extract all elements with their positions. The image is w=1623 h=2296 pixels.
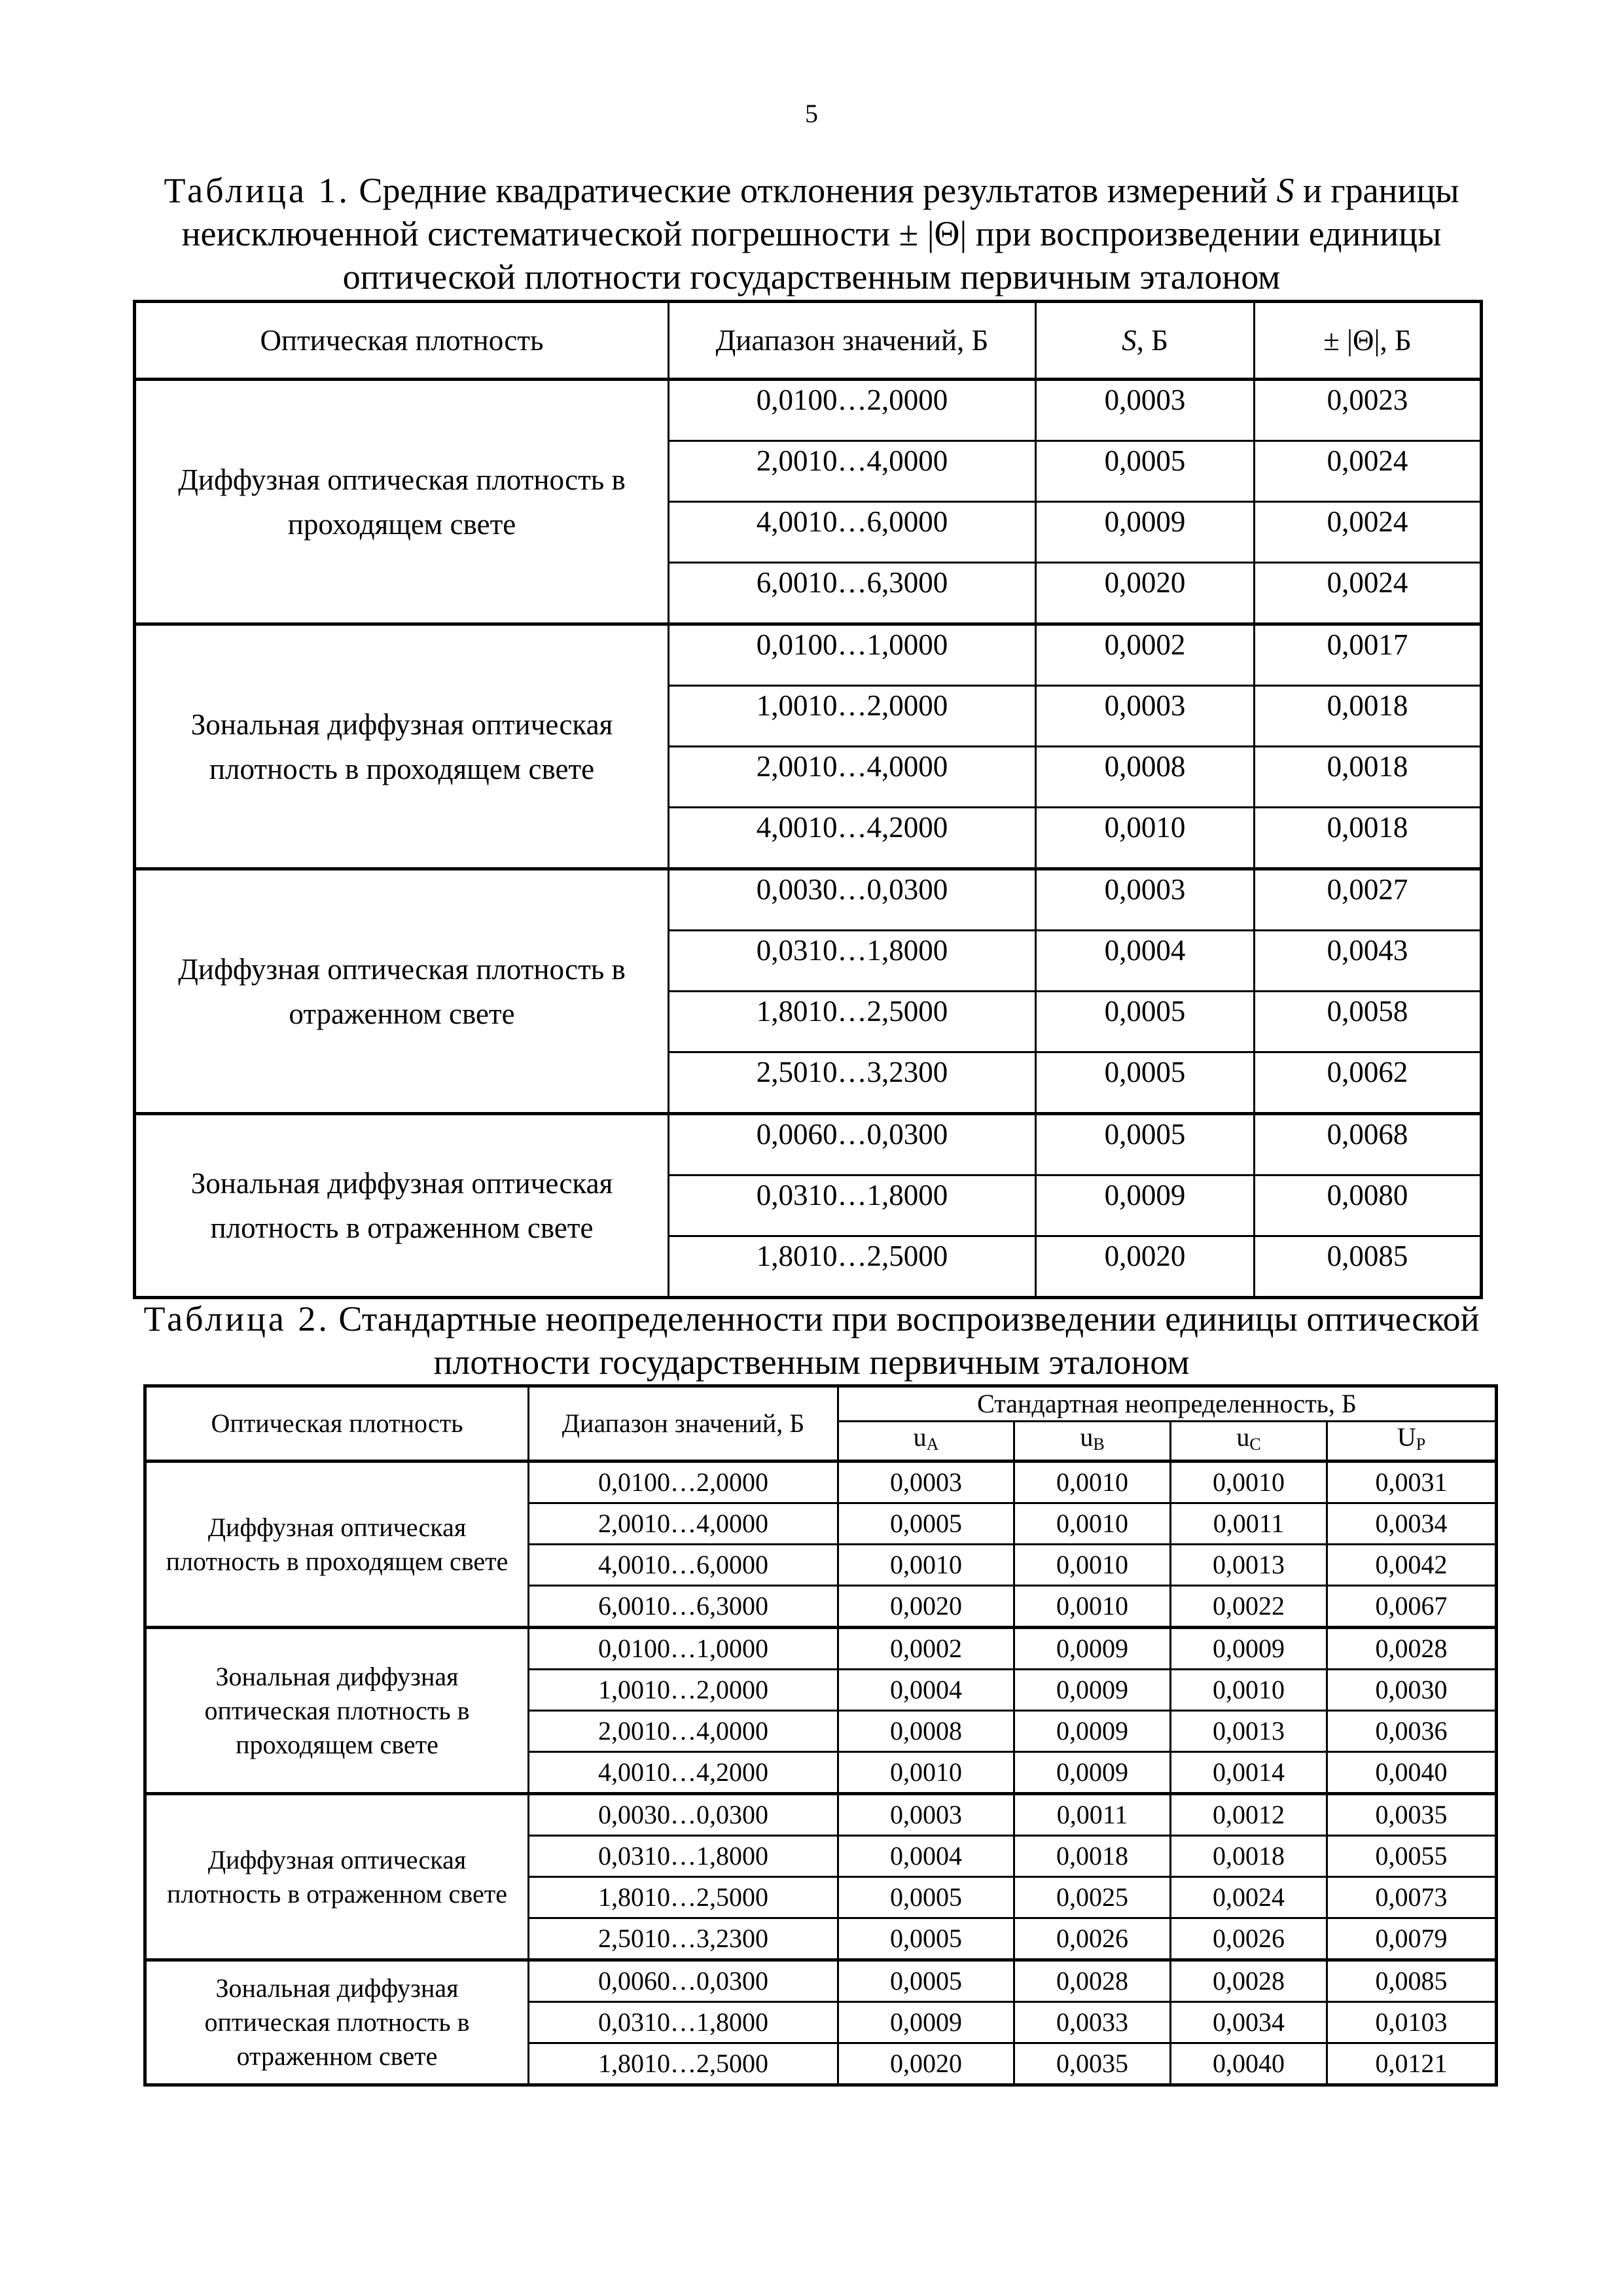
- range-cell: 1,0010…2,0000: [529, 1670, 838, 1711]
- group-label: Зональная диффузная оптическая плотность в отраженном свете: [145, 1960, 529, 2085]
- value-cell: 0,0030: [1327, 1670, 1497, 1711]
- value-cell: 0,0017: [1255, 624, 1482, 686]
- value-cell: 0,0008: [838, 1711, 1014, 1752]
- value-cell: 0,0055: [1327, 1836, 1497, 1877]
- table2-header-up: [1327, 1422, 1497, 1462]
- value-cell: 0,0028: [1327, 1628, 1497, 1670]
- table2-header-uc: [1171, 1422, 1327, 1462]
- page-number: 5: [805, 99, 818, 128]
- table2-header-standard-uncertainty: Стандартная неопределенность, Б: [838, 1386, 1497, 1422]
- value-cell: 0,0011: [1171, 1503, 1327, 1545]
- value-cell: 0,0080: [1255, 1175, 1482, 1236]
- range-cell: 4,0010…6,0000: [669, 502, 1036, 563]
- table2-header-range: Диапазон значений, Б: [529, 1386, 838, 1462]
- value-cell: 0,0018: [1014, 1836, 1171, 1877]
- value-cell: 0,0068: [1255, 1114, 1482, 1175]
- table1-header-s: [1036, 302, 1255, 380]
- group-label: Зональная диффузная оптическая плотность в отраженном свете: [135, 1114, 669, 1298]
- value-cell: 0,0043: [1255, 931, 1482, 992]
- value-cell: 0,0026: [1014, 1918, 1171, 1960]
- value-cell: 0,0121: [1327, 2043, 1497, 2085]
- value-cell: 0,0067: [1327, 1586, 1497, 1628]
- value-cell: 0,0026: [1171, 1918, 1327, 1960]
- range-cell: 0,0060…0,0300: [529, 1960, 838, 2002]
- table1-caption-text-1: Средние квадратические отклонения результатов измерений: [349, 171, 1277, 210]
- value-cell: 0,0009: [1036, 1175, 1255, 1236]
- range-cell: 2,5010…3,2300: [529, 1918, 838, 1960]
- value-cell: 0,0010: [1014, 1586, 1171, 1628]
- range-cell: 1,8010…2,5000: [529, 2043, 838, 2085]
- value-cell: 0,0010: [1014, 1462, 1171, 1503]
- table-row: [135, 869, 1482, 931]
- table1-caption: [131, 169, 1492, 298]
- value-cell: 0,0073: [1327, 1877, 1497, 1918]
- value-cell: 0,0010: [1171, 1462, 1327, 1503]
- value-cell: 0,0024: [1171, 1877, 1327, 1918]
- table2-header-up-symbol: U: [1397, 1422, 1416, 1452]
- table-row: [135, 624, 1482, 686]
- range-cell: 6,0010…6,3000: [669, 563, 1036, 624]
- range-cell: 6,0010…6,3000: [529, 1586, 838, 1628]
- table2-header-ub: [1014, 1422, 1171, 1462]
- value-cell: 0,0028: [1171, 1960, 1327, 2002]
- table1-caption-symbol-s: S: [1276, 171, 1294, 210]
- table-row: [135, 1114, 1482, 1175]
- range-cell: 0,0100…1,0000: [669, 624, 1036, 686]
- range-cell: 0,0030…0,0300: [669, 869, 1036, 931]
- value-cell: 0,0009: [838, 2002, 1014, 2043]
- value-cell: 0,0009: [1036, 502, 1255, 563]
- range-cell: 0,0100…1,0000: [529, 1628, 838, 1670]
- value-cell: 0,0018: [1255, 808, 1482, 869]
- table2-caption-text: Стандартные неопределенности при воспроизведении единицы оптической плотности государственным первичным эталоном: [329, 1299, 1480, 1382]
- table-row: [145, 1960, 1497, 2002]
- value-cell: 0,0010: [1171, 1670, 1327, 1711]
- range-cell: 4,0010…4,2000: [529, 1752, 838, 1794]
- value-cell: 0,0062: [1255, 1052, 1482, 1114]
- value-cell: 0,0042: [1327, 1545, 1497, 1586]
- table1-body: [135, 380, 1482, 1298]
- group-label: Диффузная оптическая плотность в отраженном свете: [145, 1794, 529, 1960]
- value-cell: 0,0013: [1171, 1545, 1327, 1586]
- value-cell: 0,0011: [1014, 1794, 1171, 1836]
- value-cell: 0,0009: [1014, 1670, 1171, 1711]
- range-cell: 0,0310…1,8000: [529, 2002, 838, 2043]
- table1-caption-label: Таблица 1.: [164, 171, 350, 210]
- value-cell: 0,0020: [1036, 1236, 1255, 1298]
- value-cell: 0,0005: [838, 1918, 1014, 1960]
- table-row: [145, 1628, 1497, 1670]
- value-cell: 0,0022: [1171, 1586, 1327, 1628]
- value-cell: 0,0033: [1014, 2002, 1171, 2043]
- value-cell: 0,0010: [1014, 1545, 1171, 1586]
- value-cell: 0,0031: [1327, 1462, 1497, 1503]
- table1-header-row: [135, 302, 1482, 380]
- table1-header-s-symbol: S: [1122, 324, 1137, 357]
- value-cell: 0,0005: [838, 1960, 1014, 2002]
- range-cell: 4,0010…4,2000: [669, 808, 1036, 869]
- range-cell: 0,0100…2,0000: [529, 1462, 838, 1503]
- range-cell: 4,0010…6,0000: [529, 1545, 838, 1586]
- value-cell: 0,0005: [1036, 1114, 1255, 1175]
- value-cell: 0,0009: [1014, 1711, 1171, 1752]
- value-cell: 0,0025: [1014, 1877, 1171, 1918]
- table2-caption: [131, 1297, 1492, 1384]
- value-cell: 0,0009: [1014, 1628, 1171, 1670]
- value-cell: 0,0023: [1255, 380, 1482, 441]
- range-cell: 0,0100…2,0000: [669, 380, 1036, 441]
- table2-header-up-subscript: P: [1416, 1435, 1426, 1454]
- table2-header-ub-symbol: u: [1080, 1422, 1094, 1452]
- table2-header-uc-symbol: u: [1236, 1422, 1250, 1452]
- value-cell: 0,0010: [1036, 808, 1255, 869]
- range-cell: 2,0010…4,0000: [669, 747, 1036, 808]
- value-cell: 0,0003: [1036, 686, 1255, 747]
- value-cell: 0,0013: [1171, 1711, 1327, 1752]
- range-cell: 1,8010…2,5000: [669, 1236, 1036, 1298]
- value-cell: 0,0085: [1327, 1960, 1497, 2002]
- table2-header-uc-subscript: C: [1249, 1435, 1261, 1454]
- value-cell: 0,0010: [838, 1752, 1014, 1794]
- value-cell: 0,0005: [1036, 441, 1255, 502]
- table1: [133, 300, 1483, 1299]
- value-cell: 0,0003: [1036, 380, 1255, 441]
- range-cell: 2,0010…4,0000: [529, 1503, 838, 1545]
- value-cell: 0,0035: [1327, 1794, 1497, 1836]
- table1-caption-text-2: и границы неисключенной систематической погрешности ± |Θ| при воспроизведении единицы оптической плотности государственным первичным эталоном: [181, 171, 1459, 296]
- value-cell: 0,0002: [1036, 624, 1255, 686]
- value-cell: 0,0035: [1014, 2043, 1171, 2085]
- table2-header-ua-symbol: u: [913, 1422, 927, 1452]
- table-row: [145, 1794, 1497, 1836]
- value-cell: 0,0085: [1255, 1236, 1482, 1298]
- value-cell: 0,0008: [1036, 747, 1255, 808]
- value-cell: 0,0024: [1255, 502, 1482, 563]
- table2-header-row-1: [145, 1386, 1497, 1422]
- group-label: Диффузная оптическая плотность в проходящем свете: [135, 380, 669, 624]
- value-cell: 0,0024: [1255, 441, 1482, 502]
- range-cell: 2,0010…4,0000: [529, 1711, 838, 1752]
- value-cell: 0,0014: [1171, 1752, 1327, 1794]
- value-cell: 0,0024: [1255, 563, 1482, 624]
- range-cell: 0,0030…0,0300: [529, 1794, 838, 1836]
- value-cell: 0,0040: [1327, 1752, 1497, 1794]
- value-cell: 0,0005: [838, 1877, 1014, 1918]
- table2: [143, 1384, 1498, 2087]
- range-cell: 2,0010…4,0000: [669, 441, 1036, 502]
- value-cell: 0,0040: [1171, 2043, 1327, 2085]
- value-cell: 0,0020: [1036, 563, 1255, 624]
- table1-header-theta: ± |Θ|, Б: [1255, 302, 1482, 380]
- value-cell: 0,0028: [1014, 1960, 1171, 2002]
- value-cell: 0,0027: [1255, 869, 1482, 931]
- table2-header-optical-density: Оптическая плотность: [145, 1386, 529, 1462]
- value-cell: 0,0018: [1171, 1836, 1327, 1877]
- value-cell: 0,0004: [838, 1670, 1014, 1711]
- value-cell: 0,0004: [1036, 931, 1255, 992]
- group-label: Диффузная оптическая плотность в проходящем свете: [145, 1462, 529, 1628]
- value-cell: 0,0079: [1327, 1918, 1497, 1960]
- table1-header-optical-density: Оптическая плотность: [135, 302, 669, 380]
- group-label: Зональная диффузная оптическая плотность в проходящем свете: [145, 1628, 529, 1794]
- value-cell: 0,0010: [838, 1545, 1014, 1586]
- value-cell: 0,0012: [1171, 1794, 1327, 1836]
- value-cell: 0,0010: [1014, 1503, 1171, 1545]
- table2-header-ua-subscript: A: [926, 1435, 939, 1454]
- value-cell: 0,0002: [838, 1628, 1014, 1670]
- range-cell: 0,0310…1,8000: [529, 1836, 838, 1877]
- value-cell: 0,0036: [1327, 1711, 1497, 1752]
- table2-header-ub-subscript: B: [1093, 1435, 1105, 1454]
- range-cell: 0,0310…1,8000: [669, 931, 1036, 992]
- value-cell: 0,0103: [1327, 2002, 1497, 2043]
- range-cell: 1,8010…2,5000: [669, 992, 1036, 1052]
- table2-caption-label: Таблица 2.: [143, 1299, 330, 1338]
- table-row: [145, 1462, 1497, 1503]
- range-cell: 0,0060…0,0300: [669, 1114, 1036, 1175]
- range-cell: 0,0310…1,8000: [669, 1175, 1036, 1236]
- value-cell: 0,0034: [1171, 2002, 1327, 2043]
- table2-header-ua: [838, 1422, 1014, 1462]
- value-cell: 0,0020: [838, 1586, 1014, 1628]
- value-cell: 0,0018: [1255, 747, 1482, 808]
- group-label: Зональная диффузная оптическая плотность в проходящем свете: [135, 624, 669, 869]
- table1-header-s-unit: , Б: [1136, 324, 1168, 357]
- value-cell: 0,0004: [838, 1836, 1014, 1877]
- range-cell: 1,0010…2,0000: [669, 686, 1036, 747]
- value-cell: 0,0009: [1171, 1628, 1327, 1670]
- value-cell: 0,0018: [1255, 686, 1482, 747]
- value-cell: 0,0003: [838, 1462, 1014, 1503]
- table2-body: [145, 1462, 1497, 2085]
- table-row: [135, 380, 1482, 441]
- value-cell: 0,0005: [1036, 1052, 1255, 1114]
- value-cell: 0,0058: [1255, 992, 1482, 1052]
- value-cell: 0,0003: [838, 1794, 1014, 1836]
- value-cell: 0,0034: [1327, 1503, 1497, 1545]
- value-cell: 0,0009: [1014, 1752, 1171, 1794]
- value-cell: 0,0005: [1036, 992, 1255, 1052]
- group-label: Диффузная оптическая плотность в отраженном свете: [135, 869, 669, 1114]
- range-cell: 1,8010…2,5000: [529, 1877, 838, 1918]
- table1-header-range: Диапазон значений, Б: [669, 302, 1036, 380]
- value-cell: 0,0003: [1036, 869, 1255, 931]
- range-cell: 2,5010…3,2300: [669, 1052, 1036, 1114]
- value-cell: 0,0005: [838, 1503, 1014, 1545]
- value-cell: 0,0020: [838, 2043, 1014, 2085]
